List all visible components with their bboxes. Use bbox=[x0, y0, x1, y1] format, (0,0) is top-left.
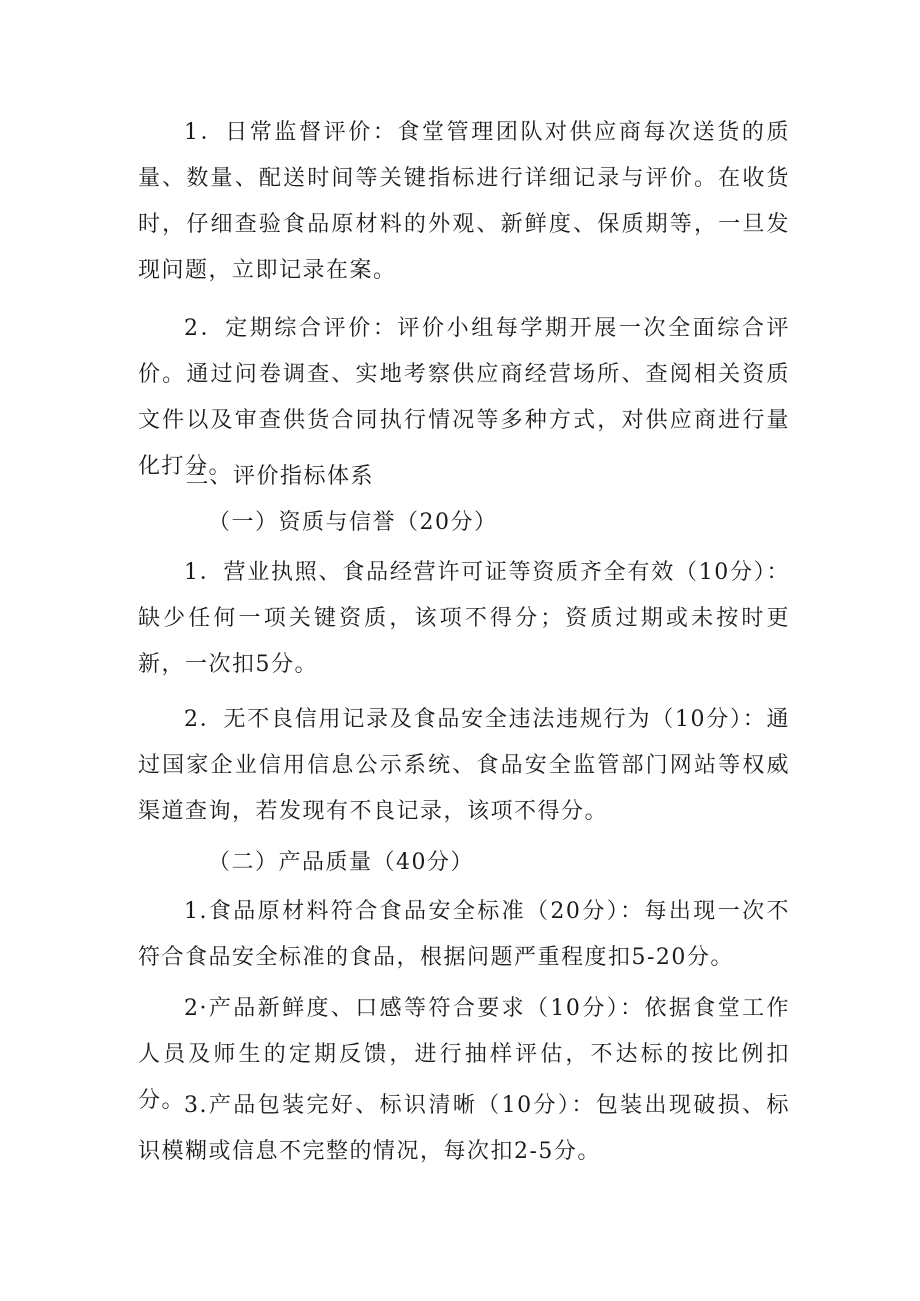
paragraph-credit-record: 2．无不良信用记录及食品安全违法违规行为（10分）：通过国家企业信用信息公示系统、食品安全监管部门网站等权威渠道查询，若发现有不良记录，该项不得分。 bbox=[138, 707, 790, 824]
paragraph-freshness-taste: 2·产品新鲜度、口感等符合要求（10分）：依据食堂工作人员及师生的定期反馈，进行抽样评估，不达标的按比例扣分。 bbox=[138, 996, 790, 1113]
paragraph-food-safety-standard: 1.食品原材料符合食品安全标准（20分）：每出现一次不符合食品安全标准的食品，根据问题严重程度扣5-20分。 bbox=[138, 899, 790, 970]
paragraph-daily-supervision: 1．日常监督评价：食堂管理团队对供应商每次送货的质量、数量、配送时间等关键指标进行详细记录与评价。在收货时，仔细查验食品原材料的外观、新鲜度、保质期等，一旦发现问题，立即记录在案。 bbox=[138, 120, 790, 283]
section-heading-evaluation-index: 三、评价指标体系 bbox=[186, 464, 375, 489]
paragraph-periodic-evaluation: 2．定期综合评价：评价小组每学期开展一次全面综合评价。通过问卷调查、实地考察供应商经营场所、查阅相关资质文件以及审查供货合同执行情况等多种方式，对供应商进行量化打分。 bbox=[138, 316, 790, 479]
paragraph-packaging-labeling: 3.产品包装完好、标识清晰（10分）：包装出现破损、标识模糊或信息不完整的情况，每次扣2-5分。 bbox=[138, 1093, 790, 1164]
subsection-heading-qualification: （一）资质与信誉（20分） bbox=[208, 510, 498, 535]
subsection-heading-product-quality: （二）产品质量（40分） bbox=[208, 850, 474, 875]
paragraph-business-license: 1．营业执照、食品经营许可证等资质齐全有效（10分）：缺少任何一项关键资质，该项不得分；资质过期或未按时更新，一次扣5分。 bbox=[138, 560, 790, 677]
